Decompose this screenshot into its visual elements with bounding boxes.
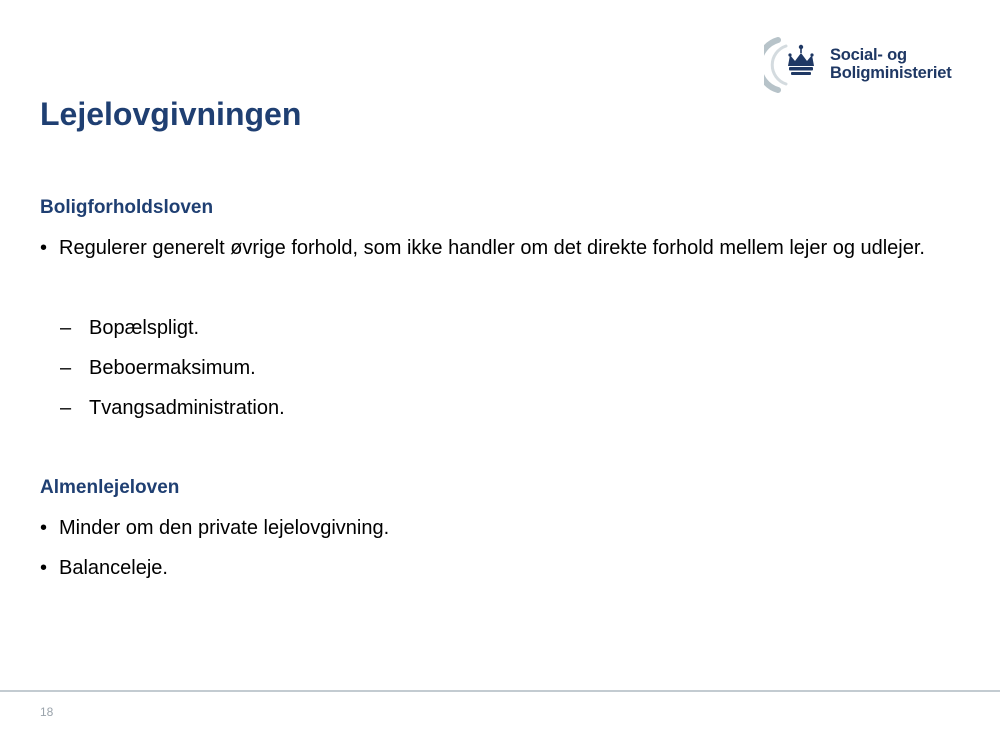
sub-item [60, 388, 285, 428]
ministry-logo [764, 36, 974, 94]
section-heading-boligforholdsloven: Boligforholdsloven [40, 197, 214, 218]
sub-item-text: Tvangsadministration. [89, 397, 285, 419]
dash-icon: – [60, 357, 72, 379]
bullet-text: Balanceleje. [59, 557, 168, 579]
logo-line-2: Boligministeriet [830, 64, 952, 82]
page-number: 18 [40, 705, 54, 719]
footer-divider [0, 690, 1000, 692]
bullet-item [40, 228, 970, 268]
slide-title: Lejelovgivningen [40, 96, 302, 132]
bullet-text: Minder om den private lejelovgivning. [59, 517, 390, 539]
bullet-item [40, 508, 970, 548]
sub-item [60, 308, 199, 348]
section-heading-almenlejeloven: Almenlejeloven [40, 477, 180, 498]
logo-wordmark [830, 46, 952, 82]
bullet-icon: • [40, 517, 48, 539]
logo-line-1: Social- og [830, 46, 907, 64]
bullet-icon: • [40, 237, 48, 259]
bullet-icon: • [40, 557, 48, 579]
crown-emblem-icon [764, 36, 828, 94]
sub-item [60, 348, 256, 388]
bullet-text: Regulerer generelt øvrige forhold, som ikke handler om det direkte forhold mellem lejer og udlejer. [59, 237, 925, 259]
dash-icon: – [60, 397, 72, 419]
bullet-item [40, 548, 970, 588]
dash-icon: – [60, 317, 72, 339]
sub-item-text: Beboermaksimum. [89, 357, 256, 379]
sub-item-text: Bopælspligt. [89, 317, 200, 339]
